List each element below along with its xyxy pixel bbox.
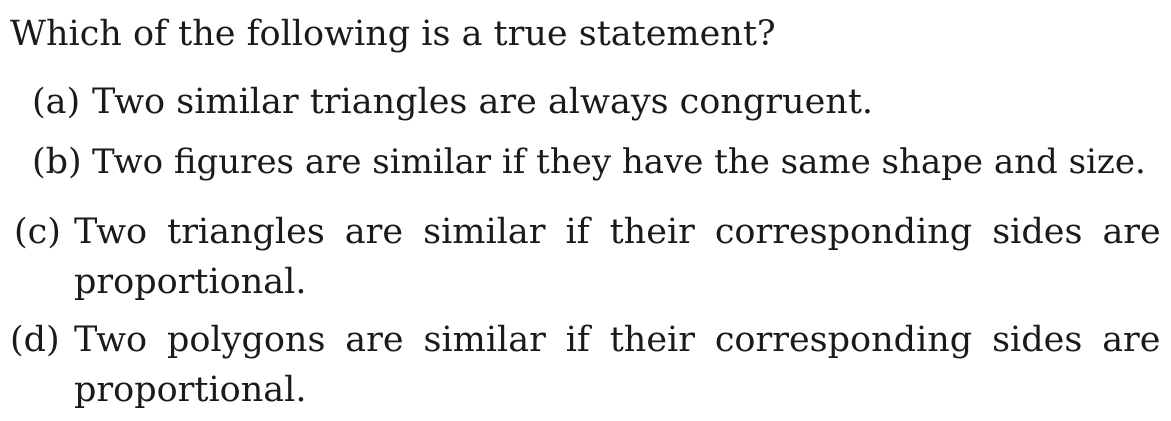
option-d-label: (d) [10,320,60,360]
option-a-text: Two similar triangles are always congruent. [92,82,874,122]
option-c-text-line1: Two triangles are similar if their corresponding sides are [74,212,1161,252]
question-text: Which of the following is a true statement? [10,14,776,54]
option-b-label: (b) [32,142,82,182]
option-c-text-line2: proportional. [74,262,307,302]
option-d-text-line1: Two polygons are similar if their corresponding sides are [74,320,1161,360]
option-b-text: Two figures are similar if they have the same shape and size. [92,142,1146,182]
option-a-label: (a) [32,82,81,122]
option-c-label: (c) [14,212,61,252]
option-d-text-line2: proportional. [74,370,307,410]
